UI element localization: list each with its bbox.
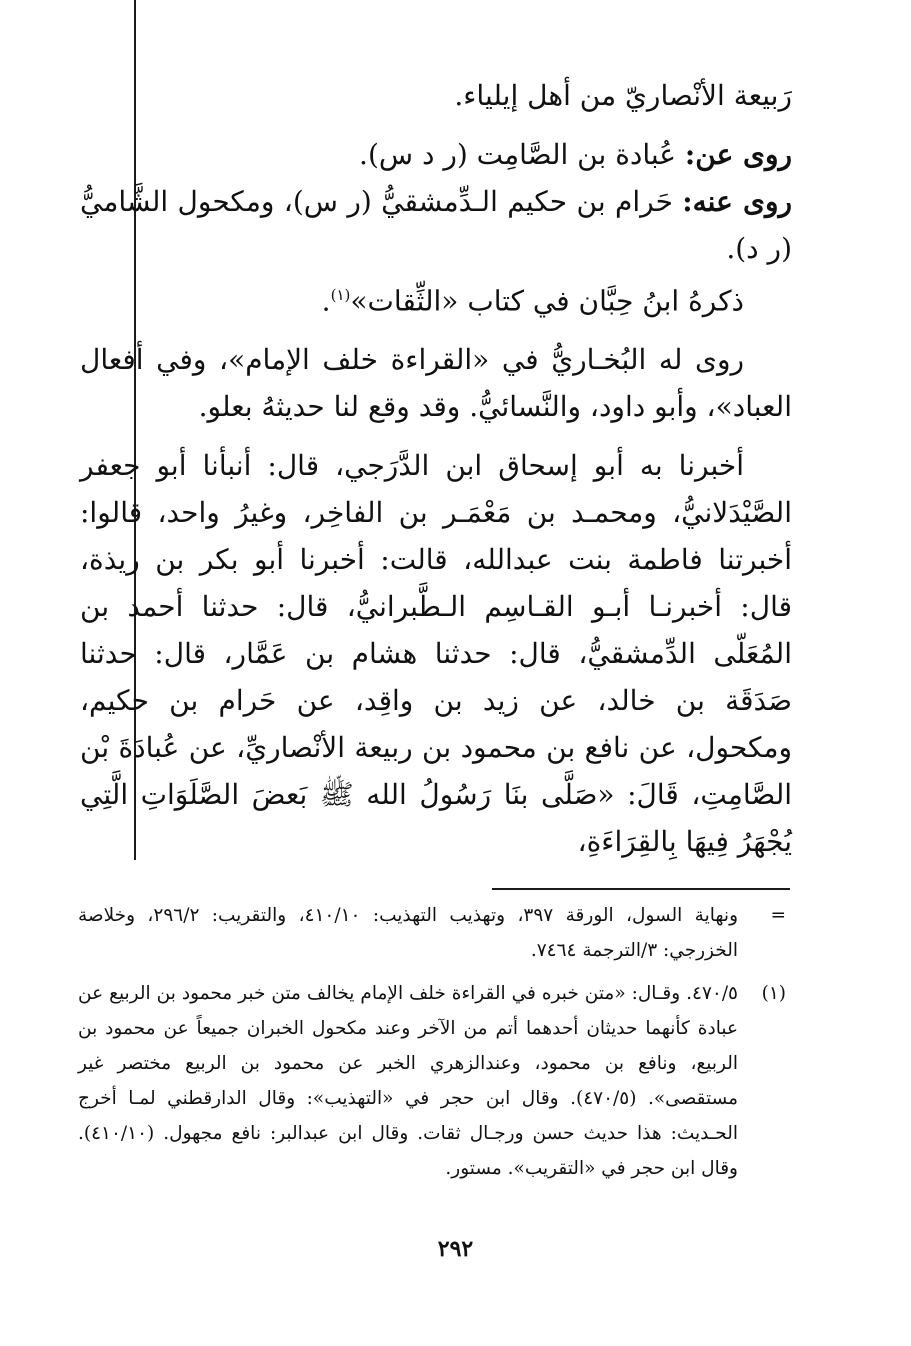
footnote-separator bbox=[492, 888, 790, 890]
entry-line-origin: رَبيعة الأنْصاريّ من أهل إيلياء. bbox=[454, 79, 792, 112]
main-text bbox=[80, 72, 792, 865]
isnad-paragraph: أخبرنا به أبو إسحاق ابن الدَّرَجي، قال: أنبأنا أبو جعفر الصَّيْدَلانيُّ، ومحمـد بن مَعْمَـر بن الفاخِر، وغيرُ واحد، قالوا: أخبرتنا فاطمة بنت عبدالله، قالت: أخبرنا أبو بكر بن ريذة، قال: أخبرنـا أبـو القـاسِم الـطَّبرانيُّ، قال: حدثنا أحمد بن المُعَلّى الدِّمشقيُّ، قال: حدثنا هشام بن عَمَّار، قال: حدثنا صَدَقَة بن خالد، عن زيد بن واقِد، عن حَرام بن حكيم، ومكحول، عن نافع بن محمود بن ربيعة الأنْصاريِّ، عن عُبادَةَ بْن الصَّامِتِ، قَالَ: «صَلَّى بنَا رَسُولُ الله ﷺ بَعضَ الصَّلَوَاتِ الَّتِي يُجْهَرُ فِيهَا بِالقِرَاءَةِ، bbox=[80, 449, 792, 859]
footnote-mark: (١) bbox=[761, 983, 786, 1004]
page-number: ٢٩٢ bbox=[437, 1236, 474, 1262]
narrated-from-text: عُبادة بن الصَّامِت (ر د س). bbox=[359, 138, 685, 171]
footnotes bbox=[78, 898, 790, 1186]
narrated-from-line bbox=[80, 131, 792, 178]
narrators-from-him-line bbox=[80, 178, 792, 272]
narrated-from-label: روى عن: bbox=[684, 138, 792, 171]
narrators-from-him-label: روى عنه: bbox=[682, 185, 792, 218]
footnote-text: ٤٧٠/٥. وقـال: «متن خبره في القراءة خلف الإمام يخالف متن خبر محمود بن الربيع عن عبادة كأنهما حديثان أحدهما أتم من الآخر وعند مكحول الخبران جميعاً عن محمود بن الربيع، ونافع بن محمود، وعندالزهري الخبر عن محمود بن الربيع مختصر غير مستقصى». (٤٧٠/٥). وقال ابن حجر في «التهذيب»: وقال الدارقطني لمـا أخرج الحـديث: هذا حديث حسن ورجـال ثقات. وقال ابن عبدالبر: نافع مجهول. (٤١٠/١٠). وقال ابن حجر في «التقريب». مستور. bbox=[78, 983, 738, 1179]
ibn-hibban-end: . bbox=[321, 284, 331, 318]
footnote-text: ونهاية السول، الورقة ٣٩٧، وتهذيب التهذيب: ٤١٠/١٠، والتقريب: ٢٩٦/٢، وخلاصة الخزرجي: ٣/الترجمة ٧٤٦٤. bbox=[78, 905, 739, 961]
ibn-hibban-line bbox=[80, 272, 792, 324]
footnote-continued bbox=[78, 898, 790, 968]
ibn-hibban-text: ذكرهُ ابنُ حِبَّان في كتاب «الثِّقات» bbox=[350, 284, 744, 318]
narration-paragraph: روى له البُخـاريُّ في «القراءة خلف الإمام»، وفي أفعال العباد»، وأبو داود، والنَّسائيُّ. وقد وقع لنا حديثهُ بعلو. bbox=[80, 343, 792, 424]
footnote-ref-1: (١) bbox=[330, 286, 351, 304]
footnote-1 bbox=[78, 976, 790, 1186]
footnote-mark: = bbox=[770, 905, 786, 926]
narrators-from-him-text: حَرام بن حكيم الـدِّمشقيُّ (ر س)، ومكحول الشَّاميُّ (ر د). bbox=[80, 185, 792, 265]
